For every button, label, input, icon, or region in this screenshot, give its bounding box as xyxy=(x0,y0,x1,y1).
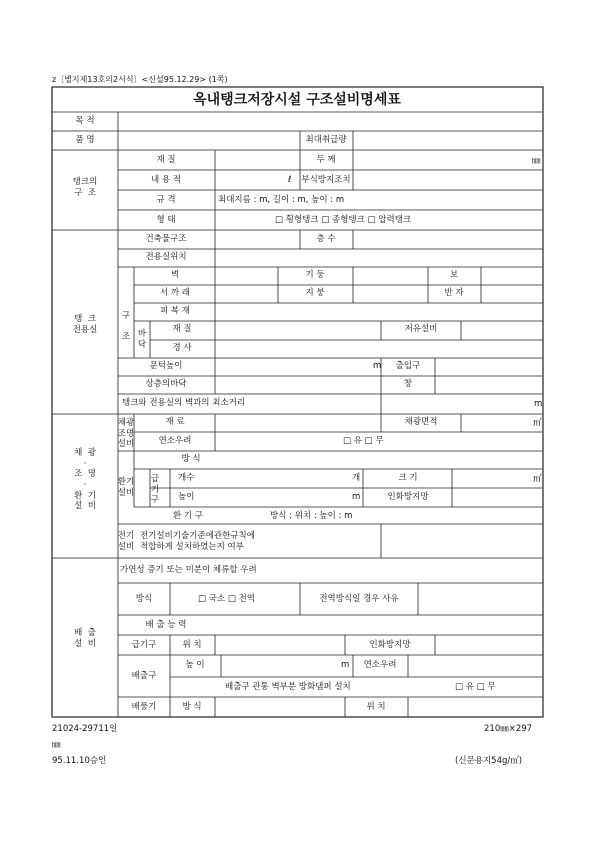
footer-paper-type: (신문용지54g/㎡) xyxy=(455,756,523,766)
tank-spec-label: 규 격 xyxy=(156,195,176,205)
half-wall-label: 반 자 xyxy=(444,288,464,298)
threshold-height-label: 문턱높이 xyxy=(149,361,183,371)
exhaust-facility-group-label: 배 출 설 비 xyxy=(74,628,96,649)
footer-unit: ㎜ xyxy=(52,740,61,750)
min-distance-label: 탱크와 전용실의 벽과의 최소거리 xyxy=(122,398,246,408)
thickness-unit: ㎜ xyxy=(532,156,541,166)
tank-material-label: 재 질 xyxy=(156,155,176,165)
outlet-height-label: 높 이 xyxy=(185,660,205,670)
fire-damper-options[interactable]: □ 유 □ 무 xyxy=(455,682,496,692)
fire-damper-note: 배출구 관통 벽부분 방화댐퍼 설치 xyxy=(225,682,351,692)
exhaust-vent-value: 방식 : 위치 : 높이 : m xyxy=(270,511,353,521)
tank-thickness-label: 두 께 xyxy=(316,155,336,165)
item-label: 품 명 xyxy=(75,135,95,145)
threshold-unit: m xyxy=(373,361,382,371)
exhaust-fan-position-label: 위 치 xyxy=(366,702,386,712)
exhaust-method-label: 방식 xyxy=(135,594,153,604)
electrical-facility-label: 전기 설비 xyxy=(117,531,135,552)
footer-paper-size: 210㎜×297 xyxy=(484,724,533,734)
inlet-size-unit: ㎡ xyxy=(533,474,542,484)
tank-capacity-label: 내 용 적 xyxy=(150,175,182,185)
form-code-note: z〔별지제13호의2서식〕<신설95.12.29> (1쪽) xyxy=(52,75,228,84)
room-location-label: 전용실위치 xyxy=(145,252,187,262)
air-inlet-label: 급 기 구 xyxy=(150,474,160,506)
outlet-height-unit: m xyxy=(341,660,350,670)
tank-room-group-label: 탱 크 전용실 xyxy=(72,314,98,335)
cover-material-label: 피 복 재 xyxy=(159,306,191,316)
wall-label: 벽 xyxy=(170,270,180,280)
electrical-compliance-note: 전기설비기술기준에관한규칙에 적합하게 설치하였는지 여부 xyxy=(140,531,255,552)
lighting-area-label: 채광면적 xyxy=(404,417,438,427)
global-method-reason-label: 전역방식일 경우 사유 xyxy=(319,594,399,604)
inlet-count-unit: 개 xyxy=(352,473,361,483)
floor-material-label: 재 질 xyxy=(172,324,192,334)
purpose-label: 목 적 xyxy=(75,116,95,126)
vapor-retention-note: 가연성 증기 또는 미분이 체류할 우려 xyxy=(120,565,257,575)
corrosion-prevention-label: 부식방지조치 xyxy=(301,175,351,185)
lighting-area-unit: ㎡ xyxy=(533,418,542,428)
exhaust-capacity-label: 배 출 능 력 xyxy=(145,620,187,630)
footer-code: 21024-29711일 xyxy=(52,724,118,734)
lighting-material-label: 재 료 xyxy=(165,417,185,427)
outlet-label: 배출구 xyxy=(131,671,157,681)
floors-label: 층 수 xyxy=(316,234,336,244)
air-intake-position-label: 위 치 xyxy=(182,640,202,650)
outlet-fire-risk-label: 연소우려 xyxy=(363,660,397,670)
floor-label: 바 닥 xyxy=(137,329,147,350)
footer-approval: 95.11.10승인 xyxy=(52,756,107,766)
tank-shape-label: 형 태 xyxy=(156,215,176,225)
exit-label: 출입구 xyxy=(395,361,421,371)
lighting-fire-risk-label: 연소우려 xyxy=(158,436,192,446)
ventilation-facility-label: 환기 설비 xyxy=(117,477,135,498)
exhaust-method-options[interactable]: □ 국소 □ 전역 xyxy=(198,594,256,604)
min-distance-unit: m xyxy=(534,399,543,409)
window-label: 창 xyxy=(403,379,413,389)
inlet-count-label: 개수 xyxy=(178,473,195,483)
building-structure-label: 건축물구조 xyxy=(145,234,187,244)
structure-label: 구 조 xyxy=(121,311,131,343)
lighting-vent-group-label: 채 광 · 조 명 · 환 기 설 비 xyxy=(74,448,96,512)
exhaust-fan-method-label: 방 식 xyxy=(182,702,202,712)
vent-method-label: 방 식 xyxy=(181,454,201,464)
tank-spec-value: 최대지름 : m, 길이 : m, 높이 : m xyxy=(218,195,345,205)
tank-shape-options[interactable]: □ 횡형탱크 □ 종형탱크 □ 압력탱크 xyxy=(275,215,412,225)
air-intake-label: 급기구 xyxy=(131,640,157,650)
beam-label: 보 xyxy=(449,270,459,280)
floor-slope-label: 경 사 xyxy=(172,343,192,353)
lighting-facility-label: 채광 조명 설비 xyxy=(117,418,135,450)
upper-floor-label: 상층의바닥 xyxy=(145,379,187,389)
inlet-height-unit: m xyxy=(352,492,361,502)
form-title: 옥내탱크저장시설 구조설비명세표 xyxy=(193,92,401,108)
exhaust-fan-label: 배풍기 xyxy=(131,702,157,712)
intake-flame-arrester-label: 인화방지망 xyxy=(369,640,411,650)
capacity-unit: ℓ xyxy=(288,175,292,185)
exhaust-vent-label: 환 기 구 xyxy=(172,511,204,521)
rafter-label: 서 까 래 xyxy=(159,288,191,298)
roof-label: 지 붕 xyxy=(305,288,325,298)
inlet-height-label: 높이 xyxy=(178,492,195,502)
max-qty-label: 최대취급량 xyxy=(305,135,347,145)
oil-storage-label: 저유설비 xyxy=(404,324,438,334)
inlet-flame-arrester-label: 인화방지망 xyxy=(387,492,429,502)
tank-structure-group-label: 탱크의 구 조 xyxy=(72,177,98,198)
pillar-label: 기 둥 xyxy=(305,270,325,280)
inlet-size-label: 크 기 xyxy=(398,473,418,483)
lighting-fire-risk-options[interactable]: □ 유 □ 무 xyxy=(343,436,384,446)
